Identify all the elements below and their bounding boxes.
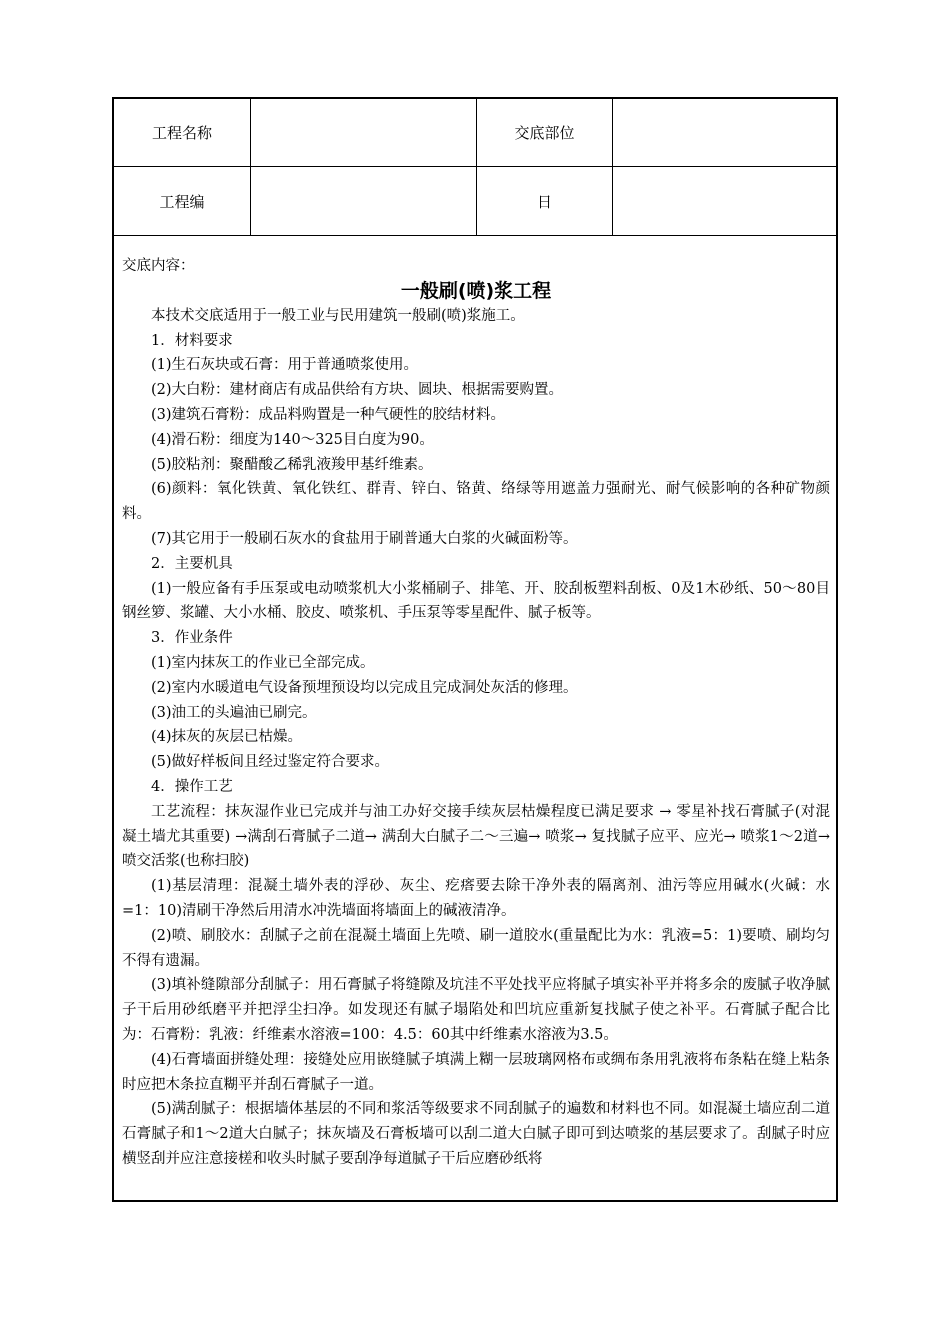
header-row-1 xyxy=(114,99,836,167)
project-name-label: 工程名称 xyxy=(114,99,251,166)
paragraph: 本技术交底适用于一般工业与民用建筑一般刷(喷)浆施工。 xyxy=(151,307,525,324)
date-value xyxy=(613,167,836,235)
section-heading: 2．主要机具 xyxy=(151,555,233,572)
paragraph: (3)填补缝隙部分刮腻子：用石膏腻子将缝隙及坑洼不平处找平应将腻子填实补平并将多余的废腻子收净腻子干后用砂纸磨平并把浮尘扫净。如发现还有腻子塌陷处和凹坑应重新复找腻子使之补平。石膏腻子配合比为：石膏粉：乳液：纤维素水溶液=100：4.5：60其中纤维素水溶液为3.5。 xyxy=(122,977,830,1043)
paragraph: (6)颜料：氧化铁黄、氧化铁红、群青、锌白、铬黄、络绿等用遮盖力强耐光、耐气候影响的各种矿物颜料。 xyxy=(122,481,830,523)
handover-part-value xyxy=(613,99,836,166)
section-heading: 3．作业条件 xyxy=(151,630,233,647)
paragraph: (1)基层清理：混凝土墙外表的浮砂、灰尘、疙瘩要去除干净外表的隔离剂、油污等应用碱水(火碱：水=1：10)清刷干净然后用清水冲洗墙面将墙面上的碱液清净。 xyxy=(122,878,830,919)
document-title: 一般刷(喷)浆工程 xyxy=(400,279,552,302)
header-row-2 xyxy=(114,167,836,236)
paragraph: (2)喷、刷胶水：刮腻子之前在混凝土墙面上先喷、刷一道胶水(重量配比为水：乳液=5：1)要喷、刷均匀不得有遗漏。 xyxy=(122,927,830,969)
paragraph: (3)建筑石膏粉：成品料购置是一种气硬性的胶结材料。 xyxy=(151,406,506,423)
paragraph: (5)做好样板间且经过鉴定符合要求。 xyxy=(151,754,390,771)
paragraph: (3)油工的头遍油已刷完。 xyxy=(151,704,317,721)
paragraph: 工艺流程：抹灰湿作业已完成并与油工办好交接手续灰层枯燥程度已满足要求 → 零星补找石膏腻子(对混凝土墙尤其重要) →满刮石膏腻子二道→ 满刮大白腻子二～三遍→ 喷浆→ 复找腻子应平、应光→ 喷浆1～2道→ 喷交活浆(也称扫胶) xyxy=(122,803,830,870)
paragraph: (7)其它用于一般刷石灰水的食盐用于刷普通大白浆的火碱面粉等。 xyxy=(151,530,578,547)
handover-sheet xyxy=(112,97,838,1202)
section-heading: 4．操作工艺 xyxy=(151,778,233,795)
paragraph: (4)石膏墙面拼缝处理：接缝处应用嵌缝腻子填满上糊一层玻璃网格布或绸布条用乳液将布条粘在缝上粘条时应把木条拉直糊平并刮石膏腻子一道。 xyxy=(122,1051,830,1093)
project-name-value xyxy=(251,99,477,166)
paragraph: (5)胶粘剂：聚醋酸乙稀乳液羧甲基纤维素。 xyxy=(151,456,433,473)
paragraph: (1)室内抹灰工的作业已全部完成。 xyxy=(151,654,375,671)
project-no-value xyxy=(251,167,477,235)
paragraph: (1)一般应备有手压泵或电动喷浆机大小浆桶刷子、排笔、开、胶刮板塑料刮板、0及1木砂纸、50～80目钢丝箩、浆罐、大小水桶、胶皮、喷浆机、手压泵等零星配件、腻子板等。 xyxy=(122,580,830,622)
paragraph: (2)室内水暖道电气设备预埋预设均以完成且完成洞处灰活的修理。 xyxy=(151,679,578,696)
handover-part-label: 交底部位 xyxy=(477,99,613,166)
paragraph: (5)满刮腻子：根据墙体基层的不同和浆活等级要求不同刮腻子的遍数和材料也不同。如混凝土墙应刮二道石膏腻子和1～2道大白腻子；抹灰墙及石膏板墙可以刮二道大白腻子即可到达喷浆的基层要求了。刮腻子时应横竖刮并应注意接槎和收头时腻子要刮净每道腻子干后应磨砂纸将 xyxy=(122,1101,830,1167)
paragraph: (4)滑石粉：细度为140～325目白度为90。 xyxy=(151,431,434,448)
content-label: 交底内容： xyxy=(122,258,195,274)
paragraph: (2)大白粉：建材商店有成品供给有方块、圆块、根据需要购置。 xyxy=(151,382,564,399)
project-no-label: 工程编 xyxy=(114,167,251,235)
paragraph: (1)生石灰块或石膏：用于普通喷浆使用。 xyxy=(151,357,419,374)
content-body xyxy=(122,254,830,1172)
section-heading: 1．材料要求 xyxy=(151,332,233,349)
paragraph: (4)抹灰的灰层已枯燥。 xyxy=(151,729,303,746)
date-label: 日 xyxy=(477,167,613,235)
